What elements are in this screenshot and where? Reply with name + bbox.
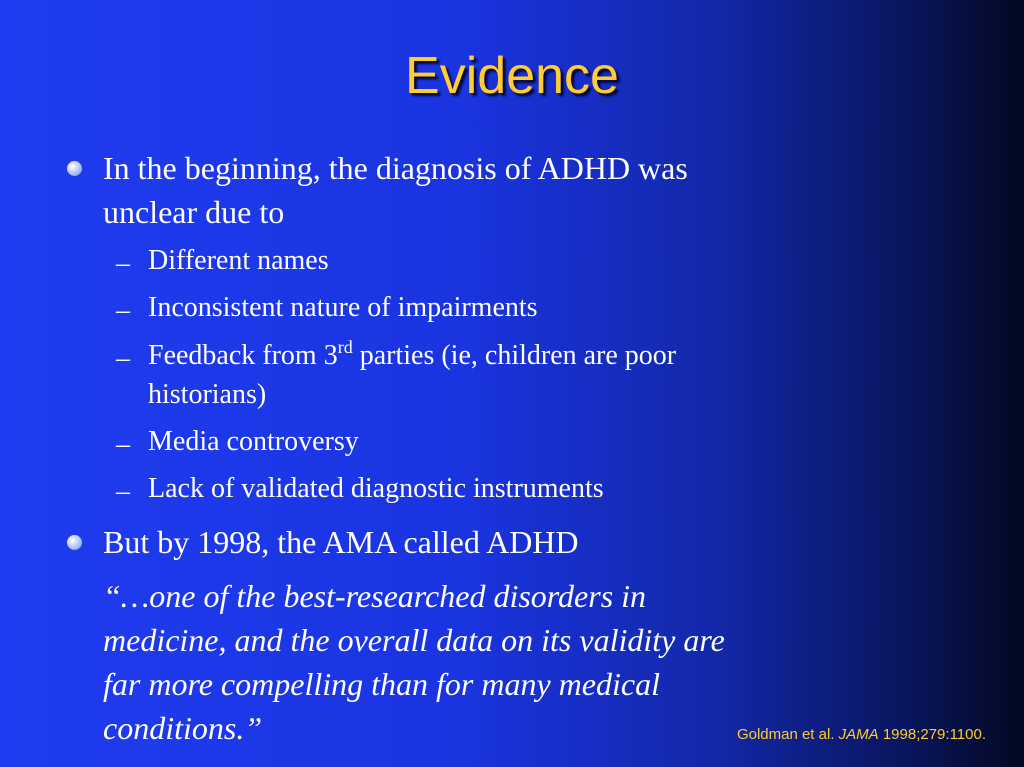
sub-bullet-dash: – [116,248,130,279]
sub-bullet-text-part: parties (ie, children are poor [352,340,677,371]
quote-text: conditions.” [103,710,263,746]
citation [737,726,986,743]
sub-bullet-dash: – [116,295,130,326]
quote-text: far more compelling than for many medical [103,666,660,702]
sub-bullet-dash: – [116,429,130,460]
citation-journal: JAMA [838,726,879,743]
bullet-dot [67,535,82,550]
sub-bullet-text [148,337,677,371]
quote-text: medicine, and the overall data on its validity are [103,622,725,658]
bullet-text: unclear due to [103,194,285,230]
bullet-dot [67,161,82,176]
citation-authors: Goldman et al. [736,726,839,743]
sub-bullet-text: Lack of validated diagnostic instruments [148,473,604,504]
sub-bullet-text: historians) [148,379,267,410]
citation-ref: 1998;279:1100. [878,726,986,743]
quote-text: “…one of the best-researched disorders in [103,578,647,614]
sub-bullet-dash: – [116,343,130,374]
bullet-text: In the beginning, the diagnosis of ADHD was [103,150,688,186]
sub-bullet-text: Different names [148,245,329,276]
bullet-text: But by 1998, the AMA called ADHD [103,524,579,560]
slide-title: Evidence [405,47,619,105]
superscript: rd [337,337,353,357]
sub-bullet-text: Media controversy [148,426,359,457]
sub-bullet-text-part: Feedback from 3 [148,340,338,371]
sub-bullet-text: Inconsistent nature of impairments [148,292,538,323]
sub-bullet-dash: – [116,476,130,507]
